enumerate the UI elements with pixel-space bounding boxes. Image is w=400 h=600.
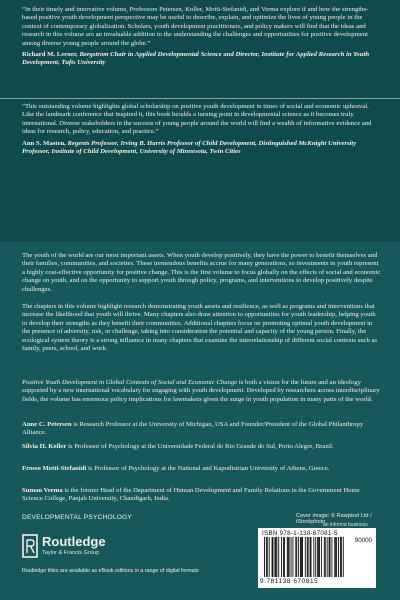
isbn-text: ISBN 978-1-138-67081-5 — [262, 530, 338, 537]
barcode-bar — [278, 537, 279, 577]
endorsement-1 — [22, 6, 382, 68]
book-title: Positive Youth Development in Global Contexts of Social and Economic Change — [22, 379, 238, 386]
endorsement-2-name: Ann S. Masten, — [22, 139, 66, 147]
publisher-subtitle: Taylor & Francis Group — [42, 550, 100, 556]
barcode-bar — [305, 537, 306, 577]
informa-tagline: an informa business — [323, 522, 368, 528]
description-paragraph-2: The chapters in this volume highlight research demonstrating youth assets and resilience, as well as programs and interventions that increase the likelihood that youth will thrive. Many chapters also draw attention to opportunities for youth leadership, helping youth to develop their strengths as they benefit their communities. Additional chapters focus on promoting optimal youth development in the presence of adversity, risk, or challenge, taking into consideration the potential and capacity of the young person. Finally, the ecological system theory is a strong influence in many chapters that examine the interrelationship of different social contexts such as family, peers, school, and work. — [22, 303, 378, 353]
barcode-digits: 9 781138 670815 — [260, 578, 319, 585]
barcode-bar — [281, 537, 282, 577]
barcode-bar — [273, 537, 274, 577]
barcode-bar — [338, 537, 339, 577]
barcode-bar — [293, 537, 294, 577]
routledge-logo-icon — [22, 534, 38, 558]
barcode-bar — [334, 537, 335, 577]
barcode-bar — [272, 537, 273, 577]
barcode-panel — [258, 528, 376, 588]
barcode-bar — [315, 537, 316, 577]
endorsement-1-title: Bergstrom Chair in Applied Developmental Science and Director, Institute for Applied Research in Youth Development, Tufts University — [22, 51, 370, 67]
bio-text: is the former Head of the Department of Human Development and Family Relations in the Government Home Science College, Panjab University, Chandigarh, India. — [22, 487, 360, 503]
barcode-bar — [341, 537, 342, 577]
barcode-bar — [289, 537, 290, 577]
barcode-bar — [275, 537, 276, 577]
endorsement-2-quote: “This outstanding volume highlights global scholarship on positive youth development in times of social and economic upheaval. Like the landmark conference that inspired it, this book heralds a turning point in developmental science as it becomes truly international. Diverse stakeholders in the success of young people around the world will find a wealth of informative evidence and ideas for research, policy, education, and practice.” — [22, 103, 372, 136]
bio-name: Anne C. Petersen — [22, 421, 72, 428]
description-paragraph-1: The youth of the world are our most important assets. When youth develop positively, they have the power to benefit themselves and their families, communities, and societies. These tremendous benefits accrue for many generations, so investments in youth represent a highly cost-effective opportunity for positive change. This is the first volume to focus globally on the effects of social and economic change on youth, and on the opportunity to support youth through policy, programs, and interventions to develop positively despite challenges. — [22, 252, 381, 293]
publisher-name: Routledge — [42, 534, 106, 549]
barcode-icon — [264, 537, 346, 577]
endorsement-2 — [22, 103, 382, 156]
barcode-bar — [327, 537, 328, 577]
barcode-bar — [335, 537, 336, 577]
barcode-bar — [329, 537, 330, 577]
barcode-bar — [318, 537, 319, 577]
barcode-bar — [343, 537, 344, 577]
bio-motti-stefanidi — [22, 465, 382, 473]
barcode-bar — [288, 537, 289, 577]
endorsement-1-quote: “In their timely and innovative volume, Professors Petersen, Koller, Motti-Stefanidi, and Verma explore if and how the strengths-based positive youth development perspective may be useful to describe, explain, and optimize the lives of young people in the context of contemporary globalization. Scholars, youth development practitioners, and policy makers will find that the ideas and research in this volume are an invaluable addition to the understanding the challenges and opportunities for positive development among diverse young people around the globe.” — [22, 6, 369, 47]
barcode-bar — [295, 537, 296, 577]
barcode-bar — [287, 537, 288, 577]
subject-category: DEVELOPMENTAL PSYCHOLOGY — [22, 514, 132, 521]
barcode-bar — [308, 537, 309, 577]
barcode-bar — [291, 537, 292, 577]
barcode-bar — [319, 537, 320, 577]
barcode-bar — [311, 537, 312, 577]
bio-text: is Professor of Psychology at the National and Kapodistrian University of Athens, Greece. — [86, 465, 330, 472]
publisher-logo — [22, 533, 152, 563]
closing-text: is both a vision for the future and an ideology supported by a new international vocabulary for engaging with youth development. Developed by researchers across interdisciplinary fields, the volume has enormous policy implications for lawmakers given the surge in youth population in many parts of the world. — [22, 379, 380, 403]
barcode-bar — [300, 537, 301, 577]
ebook-note: Routledge titles are available as eBook editions in a range of digital formats — [22, 568, 199, 574]
barcode-bar — [302, 537, 303, 577]
barcode-bar — [317, 537, 318, 577]
endorsement-divider — [0, 98, 400, 99]
bio-verma — [22, 487, 382, 504]
barcode-bar — [267, 537, 268, 577]
price-code: 90000 — [354, 537, 372, 544]
endorsement-1-attribution — [22, 51, 382, 68]
closing-paragraph — [22, 379, 382, 404]
barcode-bar — [274, 537, 275, 577]
barcode-bar — [340, 537, 341, 577]
endorsement-2-attribution — [22, 140, 382, 157]
bio-name: Frosso Motti-Stefanidi — [22, 465, 87, 472]
bio-name: Suman Verma — [22, 487, 63, 494]
barcode-bar — [325, 537, 326, 577]
barcode-bar — [321, 537, 322, 577]
barcode-bar — [324, 537, 325, 577]
barcode-bar — [276, 537, 277, 577]
barcode-bar — [330, 537, 331, 577]
bio-koller — [22, 443, 382, 451]
barcode-bar — [283, 537, 284, 577]
barcode-bar — [298, 537, 299, 577]
bio-text: is Professor of Psychology at the Universidade Federal do Rio Grande do Sul, Porto Alegre, Brazil. — [66, 443, 334, 450]
barcode-bar — [301, 537, 302, 577]
bio-text: is Research Professor at the University of Michigan, USA and Founder/President of the Global Philanthropy Alliance. — [22, 421, 364, 437]
barcode-bar — [266, 537, 267, 577]
barcode-bar — [296, 537, 297, 577]
endorsement-2-title: Regents Professor, Irving B. Harris Professor of Child Development, Distinguished McKnight University Professor, Institute of Child Development, University of Minnesota, Twin Cities — [22, 139, 357, 156]
cover-credit: Cover image: © Rawpixel Ltd / iStockphoto — [296, 513, 372, 525]
barcode-bar — [269, 537, 270, 577]
barcode-bar — [331, 537, 332, 577]
bio-petersen — [22, 421, 382, 438]
barcode-bar — [310, 537, 311, 577]
barcode-bar — [336, 537, 337, 577]
barcode-bar — [284, 537, 285, 577]
endorsement-1-name: Richard M. Lerner, — [22, 51, 78, 59]
barcode-bar — [313, 537, 314, 577]
barcode-bar — [307, 537, 308, 577]
barcode-bar — [264, 537, 265, 577]
bio-name: Silvia H. Koller — [22, 443, 67, 450]
